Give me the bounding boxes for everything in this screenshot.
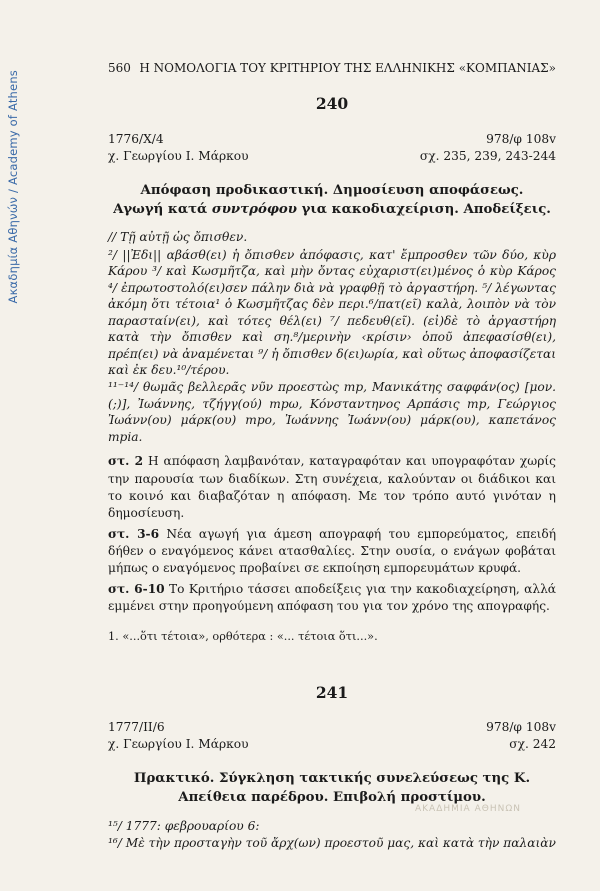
running-title: Η ΝΟΜΟΛΟΓΙΑ ΤΟΥ ΚΡΙΤΗΡΙΟΥ ΤΗΣ ΕΛΛΗΝΙΚΗΣ «ΚΟΜΠΑΝΙΑΣ» [139,61,556,75]
manuscript-line: // Τῇ αὐτῇ ὡς ὄπισθεν. [108,230,248,245]
document-date: 1776/X/4 [108,132,164,147]
manuscript-line: ¹¹⁻¹⁴/ θωμᾶς βελλερᾶς νῦν προεστὼς mp, Μανικάτης σαφφάν(ος) [μον.(;)], Ἰωάννης, τζήγγ(ού) mpω, Κόνσταντηνος Αρπάσις mp, Γεώργιος Ἰωάνν(ου) μάρκ(ου) mpo, Ἰωάννης Ἰωάνν(ου) μάρκ(ου), καπετάνος mpia. [108,380,556,444]
running-head [108,60,556,76]
comment-label: στ. 3-6 [108,526,160,541]
manuscript-line: ¹⁶/ Μὲ τὴν προσταγὴν τοῦ ἄρχ(ων) προεστοῦ μας, καὶ κατὰ τὴν παλαιὰν [108,836,556,851]
document-author: χ. Γεωργίου Ι. Μάρκου [108,736,249,751]
title-text-italic: συντρόφου [211,201,297,217]
comment-text: Η απόφαση λαμβανόταν, καταγραφόταν και υπογραφόταν χωρίς την παρουσία των διαδίκων. Στη συνέχεια, καλούνταν οι διάδικοι και το κοινό και διαβαζόταν η απόφαση. Με τον τρόπο αυτό γινόταν η δημοσίευση. [108,454,557,521]
document-title [108,182,556,219]
title-text: για κακοδιαχείριση. Αποδείξεις. [296,201,551,217]
document-number: 240 [315,94,349,114]
comment-text: Νέα αγωγή για άμεση απογραφή του εμπορεύματος, επειδή δήθεν ο εναγόμενος κάνει ατασθαλίες. Στην ουσία, ο ενάγων φοβάται μήπως ο εναγόμενος προβαίνει σε εκποίηση εμπορευμάτων κρυφά. [108,526,557,576]
document-folios: σχ. 235, 239, 243-244 [419,148,556,163]
manuscript-line: ¹⁵/ 1777: φεβρουαρίου 6: [108,818,260,833]
archive-stamp: Ακαδημία Αθηνών / Academy of Athens [6,70,20,304]
comment-paragraph [108,453,556,522]
watermark: ΑΚΑΔΗΜΙΑ ΑΘΗΝΩΝ [415,804,521,814]
title-line [108,201,556,220]
document-meta [108,719,556,752]
document-title [108,770,556,807]
document-meta [108,131,556,164]
comment-paragraph [108,581,556,616]
page [108,60,556,853]
document-author: χ. Γεωργίου Ι. Μάρκου [108,148,249,163]
document-folios: σχ. 242 [509,736,556,751]
comment-paragraph [108,526,556,578]
manuscript-text [108,818,556,852]
title-line: Απόφαση προδικαστική. Δημοσίευση αποφάσεως. [140,183,524,199]
manuscript-line: ²/ ||Ἐδι|| αβάσθ(ει) ἡ ὄπισθεν ἀπόφασις, κατ' ἔμπροσθεν τῶν δύο, κὺρ Κάρου ³/ καὶ Κωσμῆτζα, καὶ μὴν ὄντας εὐχαριστ(ει)μένος ὁ κὺρ Κάρος ⁴/ ἐπρωτοστολό(ει)σεν πάλην διὰ νὰ γραφθῇ τὸ ἀργαστήρη. ⁵/ λέγωντας ἀκόμη ὅτι τέτοια¹ ὁ Κωσμῆτζας δὲν περι.⁶/πατ(εῖ) καλὰ, λοιπὸν νὰ τὸν παρασταίν(ει), καὶ τότες θέλ(ει) ⁷/ πεδευθ(εῖ). (εἰ)δὲ τὸ ἀργαστήρη κατὰ τὴν ὄπισθεν καὶ ση.⁸/μερινὴν ‹κρίσιν› ὁποῦ ἀπεφασίσθ(ει), πρέπ(ει) νὰ ἀναμένεται ⁹/ ἡ ὄπισθεν δ(ει)ωρία, καὶ οὕτως ἀποφασίζεται καὶ ἐκ δευ.¹⁰/τέρου. [108,247,556,378]
title-line: Πρακτικό. Σύγκληση τακτικής συνελεύσεως της Κ. [133,771,531,787]
page-number: 560 [108,61,131,75]
manuscript-text [108,229,556,445]
comment-text: Το Κριτήριο τάσσει αποδείξεις για την κακοδιαχείρηση, αλλά εμμένει στην προηγούμενη απόφαση του για τον χρόνο της απογραφής. [108,581,557,613]
title-line: Απείθεια παρέδρου. Επιβολή προστίμου. [178,790,486,806]
title-text: Αγωγή κατά [113,201,212,217]
comment-label: στ. 2 [108,454,144,469]
document-number: 241 [315,682,349,702]
comment-label: στ. 6-10 [108,581,165,596]
commentary [108,453,556,615]
document-date: 1777/ΙΙ/6 [108,720,165,735]
document-ref: 978/φ 108v [486,720,556,735]
document-ref: 978/φ 108v [486,132,556,147]
footnote: 1. «...ὅτι τέτοια», ορθότερα : «... τέτοια ὅτι...». [108,630,378,644]
